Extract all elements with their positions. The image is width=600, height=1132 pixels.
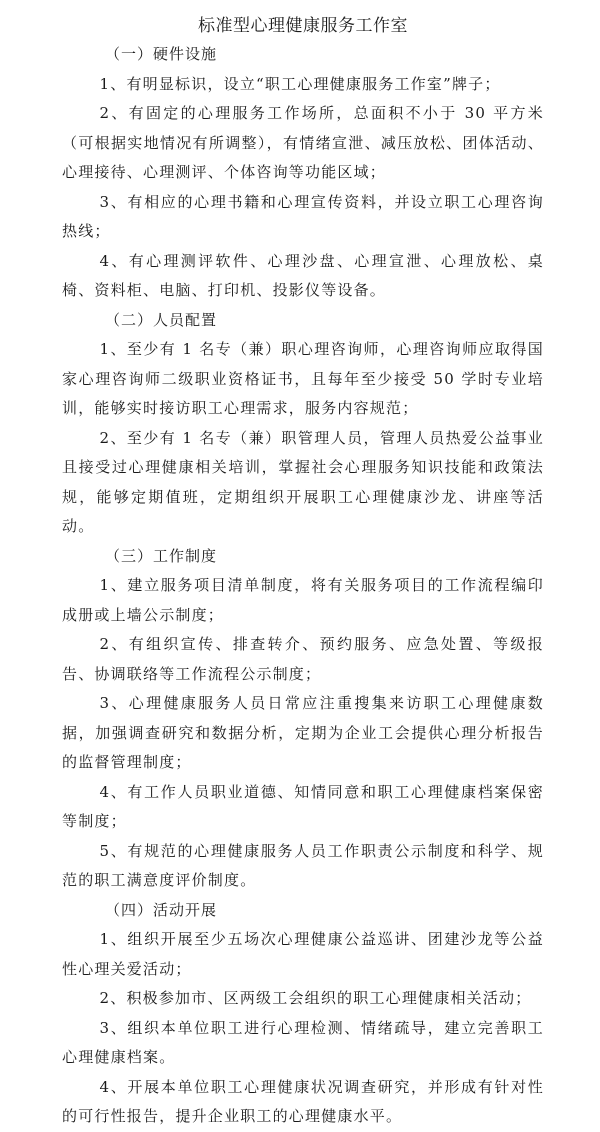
list-item: 5、有规范的心理健康服务人员工作职责公示制度和科学、规范的职工满意度评价制度。 [62,841,544,889]
list-item: 2、积极参加市、区两级工会组织的职工心理健康相关活动； [99,989,532,1007]
section-heading: （三）工作制度 [105,546,218,565]
section-heading: （四）活动开展 [105,900,218,919]
list-item: 4、有心理测评软件、心理沙盘、心理宣泄、心理放松、桌椅、资料柜、电脑、打印机、投影仪等设备。 [62,251,544,299]
list-item: 1、组织开展至少五场次心理健康公益巡讲、团建沙龙等公益性心理关爱活动； [62,930,544,978]
document-title: 标准型心理健康服务工作室 [198,16,408,36]
section-work-system [62,542,544,896]
list-item: 3、有相应的心理书籍和心理宣传资料，并设立职工心理咨询热线； [62,192,544,240]
list-item: 1、有明显标识，设立“职工心理健康服务工作室”牌子； [99,74,501,93]
list-item: 1、建立服务项目清单制度，将有关服务项目的工作流程编印成册或上墙公示制度； [62,576,544,624]
list-item: 1、至少有 1 名专（兼）职心理咨询师，心理咨询师应取得国家心理咨询师二级职业资格证书，且每年至少接受 50 学时专业培训，能够实时接访职工心理需求，服务内容规范； [62,340,544,417]
list-item: 3、心理健康服务人员日常应注重搜集来访职工心理健康数据，加强调查研究和数据分析，定期为企业工会提供心理分析报告的监督管理制度； [62,694,544,771]
section-heading: （一）硬件设施 [105,45,218,63]
list-item: 2、有组织宣传、排查转介、预约服务、应急处置、等级报告、协调联络等工作流程公示制度； [62,635,544,683]
list-item: 3、组织本单位职工进行心理检测、情绪疏导，建立完善职工心理健康档案。 [62,1018,544,1066]
list-item: 4、有工作人员职业道德、知情同意和职工心理健康档案保密等制度； [62,782,544,830]
section-hardware [62,40,544,306]
list-item: 2、至少有 1 名专（兼）职管理人员，管理人员热爱公益事业且接受过心理健康相关培训，掌握社会心理服务知识技能和政策法规，能够定期值班，定期组织开展职工心理健康沙龙、讲座等活动。 [62,428,544,535]
section-activities [62,896,544,1132]
section-heading: （二）人员配置 [105,310,218,329]
list-item: 2、有固定的心理服务工作场所，总面积不小于 30 平方米（可根据实地情况有所调整），有情绪宣泄、减压放松、团体活动、心理接待、心理测评、个体咨询等功能区域； [62,104,544,181]
list-item: 4、开展本单位职工心理健康状况调查研究，并形成有针对性的可行性报告，提升企业职工的心理健康水平。 [62,1077,544,1125]
section-staffing [62,306,544,542]
